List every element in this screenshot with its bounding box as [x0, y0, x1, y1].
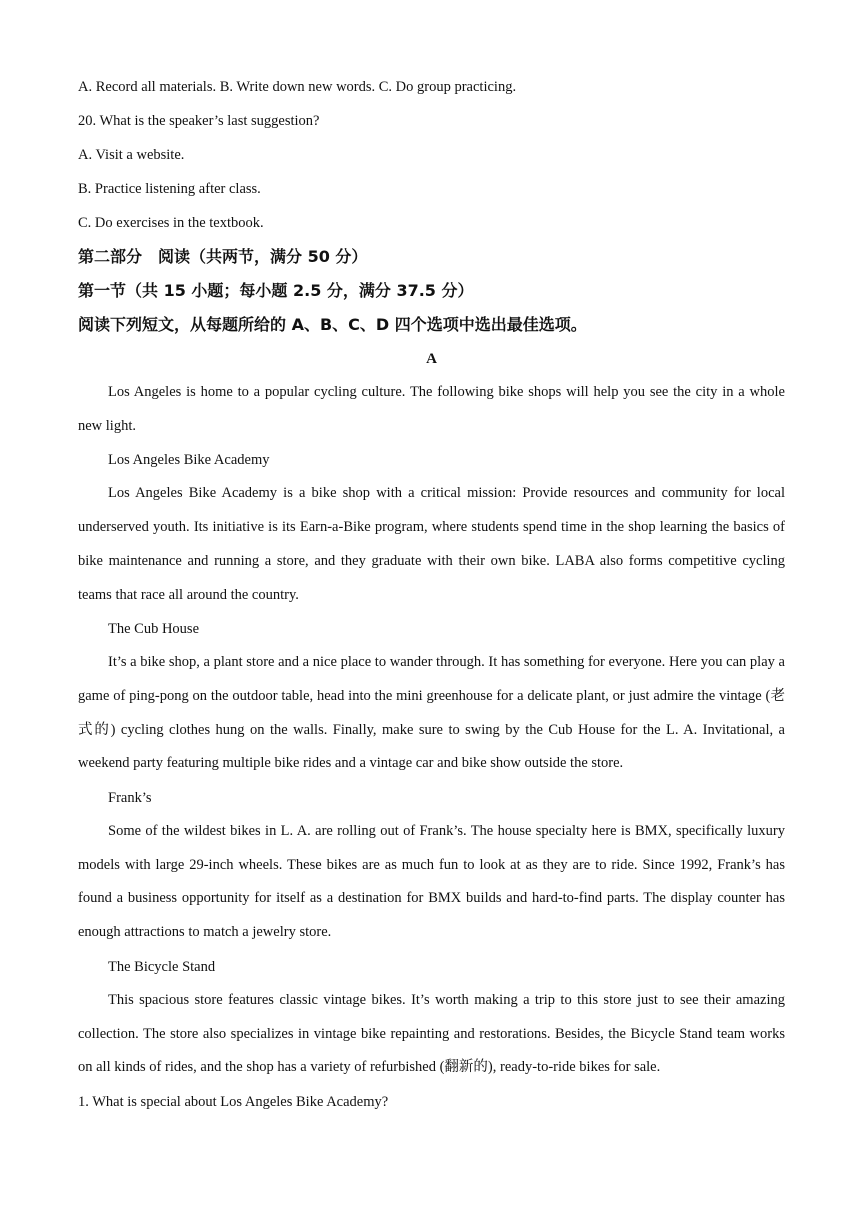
shop-heading-franks: Frank’s — [108, 790, 152, 807]
shop-heading-cub-house: The Cub House — [108, 621, 200, 638]
shop-heading-bicycle-stand: The Bicycle Stand — [108, 958, 216, 975]
shop-text-bicycle-stand: This spacious store features classic vintage bikes. It’s worth making a trip to this store just to see their amazing collection. The store also specializes in vintage bike repainting and restorations. Besides, the Bicycle Stand team works on all kinds of rides, and the shop has a variety of refurbished (翻新的), ready-to-ride bikes for sale. — [78, 991, 785, 1076]
q20-option-c: C. Do exercises in the textbook. — [78, 215, 264, 231]
section1-title: 第一节（共 15 小题；每小题 2.5 分，满分 37.5 分） — [78, 281, 474, 300]
part2-title: 第二部分 阅读（共两节，满分 50 分） — [78, 247, 368, 266]
reading-instruction: 阅读下列短文，从每题所给的 A、B、C、D 四个选项中选出最佳选项。 — [78, 315, 587, 334]
shop-heading-laba: Los Angeles Bike Academy — [108, 452, 270, 469]
q19-options: A. Record all materials. B. Write down new words. C. Do group practicing. — [78, 79, 517, 95]
question-1: 1. What is special about Los Angeles Bike Academy? — [78, 1093, 389, 1110]
passage-label: A — [426, 351, 437, 367]
document-page — [78, 70, 785, 1119]
passage-intro: Los Angeles is home to a popular cycling culture. The following bike shops will help you see the city in a whole new light. — [78, 384, 785, 434]
q20-option-a: A. Visit a website. — [78, 147, 185, 163]
q20-option-b: B. Practice listening after class. — [78, 181, 261, 197]
shop-text-cub-house: It’s a bike shop, a plant store and a nice place to wander through. It has something for everyone. Here you can play a game of ping-pong on the outdoor table, head into the mini greenhouse for a delicate plant, or just admire the vintage (老式的) cycling clothes hung on the walls. Finally, make sure to swing by the Cub House for the L. A. Invitational, a weekend party featuring multiple bike rides and a vintage car and bike show outside the store. — [78, 654, 785, 772]
shop-text-franks: Some of the wildest bikes in L. A. are rolling out of Frank’s. The house specialty here is BMX, specifically luxury models with large 29-inch wheels. These bikes are as much fun to look at as they are to ride. Since 1992, Frank’s has found a business opportunity for itself as a destination for BMX builds and hard-to-find parts. The display counter has enough attractions to match a jewelry store. — [78, 823, 785, 941]
q20-question: 20. What is the speaker’s last suggestion? — [78, 113, 320, 129]
shop-text-laba: Los Angeles Bike Academy is a bike shop with a critical mission: Provide resources and community for local underserved youth. Its initiative is its Earn-a-Bike program, where students spend time in the shop learning the basics of bike maintenance and running a store, and they graduate with their own bike. LABA also forms competitive cycling teams that race all around the country. — [78, 485, 785, 603]
